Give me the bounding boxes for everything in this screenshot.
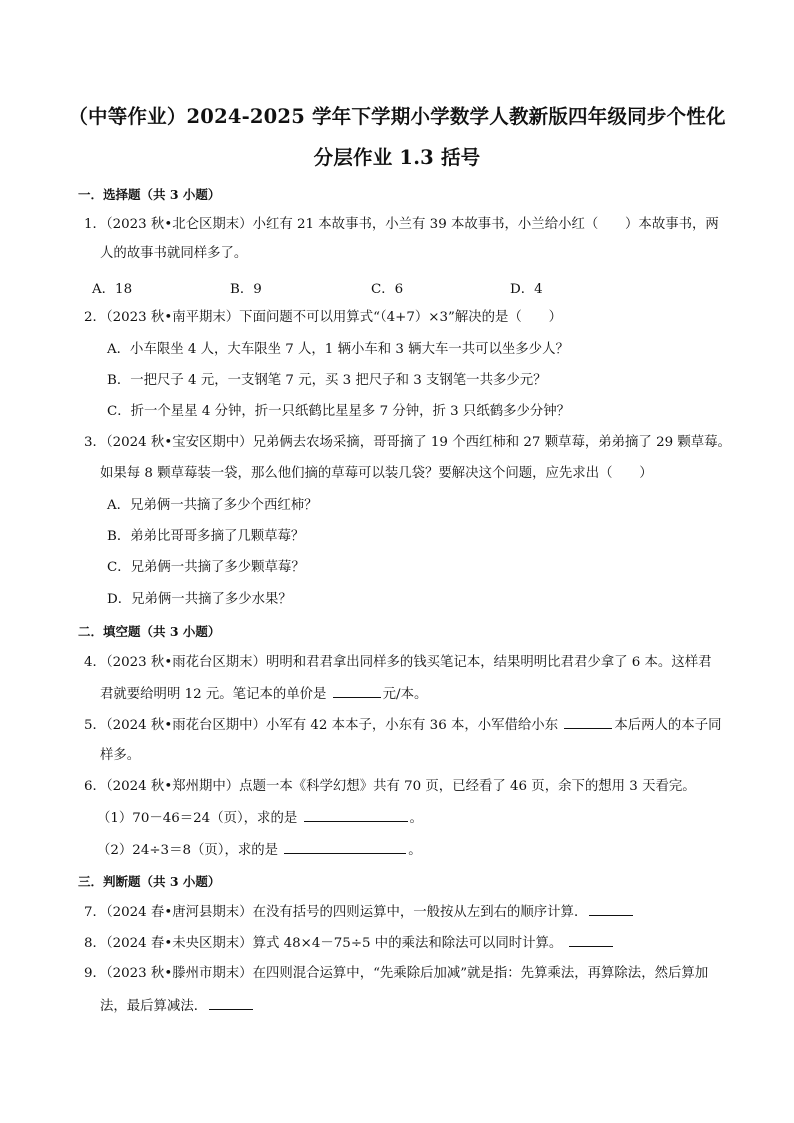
q9-line2 [100,997,255,1016]
q3-option-b: B．弟弟比哥哥多摘了几颗草莓？ [107,529,305,544]
q7-line [84,903,635,922]
q4-text-b: 元/本。 [382,687,428,702]
q2-line1: 2．（2023 秋•南平期末）下面问题不可以用算式“（4+7）×3”解决的是（ ） [84,310,562,325]
q5-line2: 样多。 [100,748,141,763]
q6-sub1-end: 。 [409,811,423,826]
q1-option-d: D．4 [510,282,543,297]
q3-option-c: C．兄弟俩一共摘了多少颗草莓？ [107,560,305,575]
q6-sub2-text: （2）24÷3＝8（页），求的是 [97,843,283,858]
q1-option-c: C．6 [371,282,404,297]
q6-sub1-text: （1）70－46＝24（页），求的是 [97,811,302,826]
q4-line1: 4．（2023 秋•雨花台区期末）明明和君君拿出同样多的钱买笔记本，结果明明比君君少拿了 6 本。这样君 [84,655,712,670]
q3-option-a: A．兄弟俩一共摘了多少个西红柿？ [107,498,318,513]
section-judge-heading: 三．判断题（共 3 小题） [78,874,221,889]
q7-answer-blank[interactable] [589,903,633,916]
q8-line [84,934,615,953]
q9-line1: 9．（2023 秋•滕州市期末）在四则混合运算中，“先乘除后加减”就是指：先算乘法，再算除法，然后算加 [84,966,709,981]
q6-sub2-answer-blank[interactable] [284,841,406,854]
q4-text-a: 君就要给明明 12 元。笔记本的单价是 [100,687,331,702]
q3-option-d: D．兄弟俩一共摘了多少水果？ [107,592,292,607]
document-title-line2: 分层作业 1.3 括号 [313,146,481,169]
q6-sub2 [97,841,422,860]
q9-answer-blank[interactable] [209,997,253,1010]
q2-option-a: A．小车限坐 4 人，大车限坐 7 人，1 辆小车和 3 辆大车一共可以坐多少人？ [107,342,569,357]
q9-text: 法，最后算减法． [100,999,208,1014]
q5-text-a: 5．（2024 秋•雨花台区期中）小军有 42 本本子，小东有 36 本，小军借给小东 [84,718,563,733]
q7-text: 7．（2024 春•唐河县期末）在没有括号的四则运算中，一般按从左到右的顺序计算． [84,905,588,920]
q3-line1: 3．（2024 秋•宝安区期中）兄弟俩去农场采摘，哥哥摘了 19 个西红柿和 27 颗草莓，弟弟摘了 29 颗草莓。 [84,435,731,450]
q4-answer-blank[interactable] [333,685,381,698]
section-choice-heading: 一．选择题（共 3 小题） [78,187,221,202]
q1-line1: 1．（2023 秋•北仑区期末）小红有 21 本故事书，小兰有 39 本故事书，小兰给小红（ ）本故事书，两 [84,217,719,232]
q2-option-c: C．折一个星星 4 分钟，折一只纸鹤比星星多 7 分钟，折 3 只纸鹤多少分钟？ [107,404,571,419]
q2-option-b: B．一把尺子 4 元，一支钢笔 7 元，买 3 把尺子和 3 支钢笔一共多少元？ [107,373,547,388]
document-title-line1: （中等作业）2024-2025 学年下学期小学数学人教新版四年级同步个性化 [68,105,726,128]
q3-line2: 如果每 8 颗草莓装一袋，那么他们摘的草莓可以装几袋？要解决这个问题，应先求出（ ） [100,466,653,481]
q5-text-b: 本后两人的本子同 [614,718,722,733]
q6-sub2-end: 。 [408,843,422,858]
q8-text: 8．（2024 春•未央区期末）算式 48×4－75÷5 中的乘法和除法可以同时计算。 [84,936,567,951]
q1-option-b: B．9 [230,282,262,297]
section-fill-heading: 二．填空题（共 3 小题） [78,624,221,639]
q6-sub1 [97,809,423,828]
q1-line2: 人的故事书就同样多了。 [100,246,248,261]
q4-line2 [100,685,427,704]
q5-answer-blank[interactable] [564,716,612,729]
q5-line1 [84,716,721,735]
q1-option-a: A．18 [92,282,133,297]
q6-sub1-answer-blank[interactable] [304,809,408,822]
q6-line1: 6．（2024 秋•郑州期中）点题一本《科学幻想》共有 70 页，已经看了 46 页，余下的想用 3 天看完。 [84,779,696,794]
q8-answer-blank[interactable] [569,934,613,947]
